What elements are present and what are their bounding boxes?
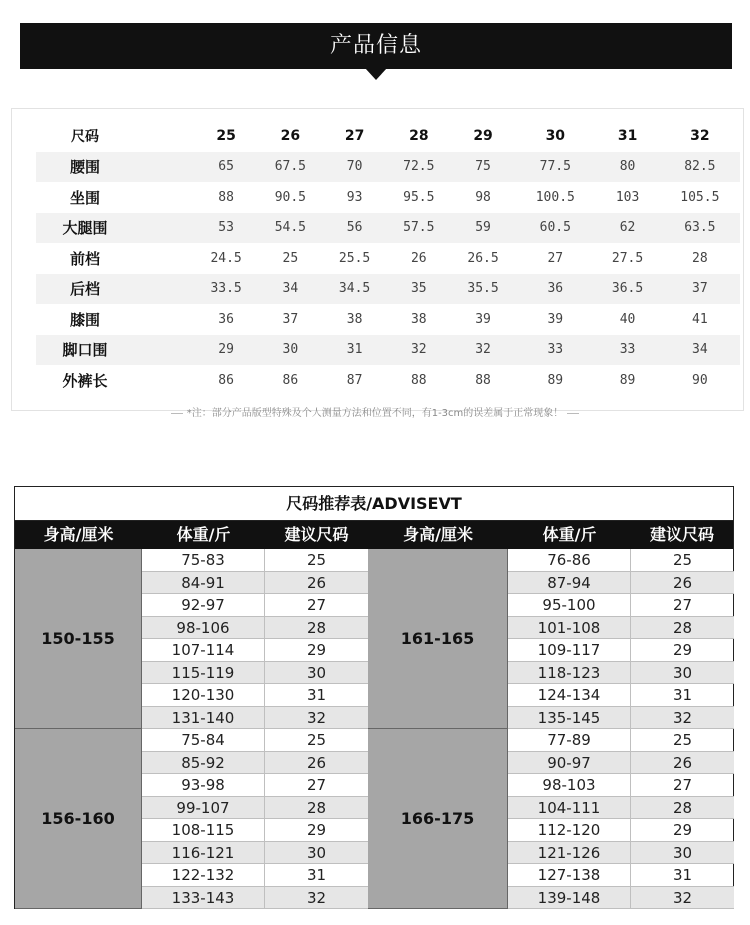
recommendation-row bbox=[142, 774, 368, 797]
suggested-size-cell: 31 bbox=[265, 864, 368, 887]
weight-range-cell: 104-111 bbox=[508, 797, 631, 820]
recommendation-row bbox=[508, 639, 734, 662]
recommendation-row bbox=[508, 774, 734, 797]
measurement-value: 88 bbox=[475, 372, 491, 388]
header-size-right: 建议尺码 bbox=[649, 525, 714, 544]
recommendation-row bbox=[142, 752, 368, 775]
banner-title: 产品信息 bbox=[329, 33, 422, 58]
measurement-value: 34.5 bbox=[322, 274, 386, 305]
measurement-note bbox=[0, 404, 750, 419]
recommendation-row bbox=[508, 797, 734, 820]
section-banner bbox=[20, 23, 732, 69]
weight-range-cell: 87-94 bbox=[508, 572, 631, 595]
weight-range-cell: 139-148 bbox=[508, 887, 631, 910]
measurement-value: 41 bbox=[692, 311, 708, 327]
suggested-size-cell: 30 bbox=[631, 842, 734, 865]
size-header-cell: 26 bbox=[280, 128, 301, 145]
suggested-size-cell: 29 bbox=[631, 639, 734, 662]
recommendation-row bbox=[508, 617, 734, 640]
header-height-left: 身高/厘米 bbox=[43, 525, 114, 544]
measurement-value: 37 bbox=[282, 311, 299, 327]
size-header-row bbox=[36, 121, 740, 152]
measurement-value: 33 bbox=[515, 335, 595, 366]
measurement-row bbox=[36, 243, 740, 274]
measurement-value: 34 bbox=[258, 274, 322, 305]
measurement-value: 31 bbox=[322, 335, 386, 366]
recommendation-row bbox=[142, 639, 368, 662]
measurement-value: 36 bbox=[218, 311, 234, 327]
measurement-label: 脚口围 bbox=[36, 335, 194, 366]
suggested-size-cell: 31 bbox=[631, 684, 734, 707]
weight-range-cell: 92-97 bbox=[142, 594, 265, 617]
measurement-value: 35.5 bbox=[451, 274, 515, 305]
note-text: *注：部分产品版型特殊及个人测量方法和位置不同，有1-3cm的误差属于正常现象！ bbox=[186, 408, 564, 419]
measurement-value: 70 bbox=[322, 152, 386, 183]
suggested-size-cell: 26 bbox=[631, 752, 734, 775]
suggested-size-cell: 26 bbox=[631, 572, 734, 595]
measurement-value: 60.5 bbox=[515, 213, 595, 244]
header-weight-right: 体重/斤 bbox=[542, 525, 597, 544]
measurement-row bbox=[36, 365, 740, 396]
recommendation-header-row bbox=[15, 521, 733, 549]
suggested-size-cell: 27 bbox=[265, 774, 368, 797]
header-size-left: 建议尺码 bbox=[284, 525, 349, 544]
weight-range-cell: 101-108 bbox=[508, 617, 631, 640]
measurement-value: 89 bbox=[547, 372, 564, 388]
recommendation-row bbox=[508, 752, 734, 775]
measurement-value: 32 bbox=[387, 335, 451, 366]
height-range-cell: 161-165 bbox=[368, 549, 508, 729]
recommendation-row bbox=[508, 662, 734, 685]
suggested-size-cell: 29 bbox=[265, 639, 368, 662]
weight-range-cell: 98-106 bbox=[142, 617, 265, 640]
weight-range-cell: 121-126 bbox=[508, 842, 631, 865]
measurement-label: 腰围 bbox=[36, 152, 194, 183]
suggested-size-cell: 26 bbox=[265, 752, 368, 775]
measurement-value: 36.5 bbox=[595, 274, 659, 305]
measurement-value: 72.5 bbox=[387, 152, 451, 183]
suggested-size-cell: 28 bbox=[631, 797, 734, 820]
measurement-value: 65 bbox=[194, 152, 258, 183]
suggested-size-cell: 27 bbox=[631, 594, 734, 617]
weight-range-cell: 85-92 bbox=[142, 752, 265, 775]
measurement-value: 25.5 bbox=[338, 250, 371, 266]
measurement-value: 37 bbox=[660, 274, 740, 305]
suggested-size-cell: 31 bbox=[265, 684, 368, 707]
measurement-value: 59 bbox=[451, 213, 515, 244]
suggested-size-cell: 28 bbox=[265, 617, 368, 640]
weight-range-cell: 90-97 bbox=[508, 752, 631, 775]
measurement-value: 86 bbox=[218, 372, 234, 388]
measurement-value: 63.5 bbox=[660, 213, 740, 244]
recommendation-row bbox=[508, 594, 734, 617]
measurement-value: 89 bbox=[619, 372, 636, 388]
measurement-label: 前档 bbox=[69, 249, 100, 268]
measurement-label: 大腿围 bbox=[36, 213, 194, 244]
recommendation-row bbox=[142, 707, 368, 730]
measurement-value: 75 bbox=[451, 152, 515, 183]
measurement-value: 24.5 bbox=[210, 250, 242, 266]
measurement-value: 93 bbox=[346, 189, 363, 205]
header-height-right: 身高/厘米 bbox=[403, 525, 473, 544]
measurement-value: 62 bbox=[595, 213, 659, 244]
suggested-size-cell: 25 bbox=[631, 549, 734, 572]
weight-range-cell: 77-89 bbox=[508, 729, 631, 752]
recommendation-row bbox=[142, 842, 368, 865]
measurement-value: 34 bbox=[660, 335, 740, 366]
measurement-value: 77.5 bbox=[515, 152, 595, 183]
size-info-panel bbox=[11, 108, 744, 411]
suggested-size-cell: 28 bbox=[631, 617, 734, 640]
measurement-row bbox=[36, 213, 740, 244]
weight-range-cell: 75-84 bbox=[142, 729, 265, 752]
suggested-size-cell: 32 bbox=[265, 887, 368, 910]
recommendation-row bbox=[142, 797, 368, 820]
header-weight-left: 体重/斤 bbox=[176, 525, 231, 544]
measurement-value: 86 bbox=[282, 372, 299, 388]
measurement-value: 100.5 bbox=[535, 189, 575, 205]
measurement-value: 57.5 bbox=[387, 213, 451, 244]
weight-range-cell: 98-103 bbox=[508, 774, 631, 797]
size-header-cell: 25 bbox=[216, 128, 236, 145]
recommendation-row bbox=[142, 819, 368, 842]
measurement-value: 29 bbox=[194, 335, 258, 366]
weight-range-cell: 99-107 bbox=[142, 797, 265, 820]
measurement-row bbox=[36, 274, 740, 305]
measurement-label: 后档 bbox=[36, 274, 194, 305]
measurement-value: 103 bbox=[615, 189, 640, 205]
suggested-size-cell: 26 bbox=[265, 572, 368, 595]
suggested-size-cell: 30 bbox=[265, 662, 368, 685]
measurement-value: 39 bbox=[475, 311, 491, 327]
weight-range-cell: 112-120 bbox=[508, 819, 631, 842]
measurement-label: 膝围 bbox=[69, 310, 100, 329]
suggested-size-cell: 31 bbox=[631, 864, 734, 887]
note-rule-left bbox=[171, 413, 183, 414]
recommendation-title: 尺码推荐表/ADVISEVT bbox=[15, 487, 733, 521]
measurement-value: 88 bbox=[410, 372, 427, 388]
weight-range-cell: 84-91 bbox=[142, 572, 265, 595]
recommendation-row bbox=[142, 887, 368, 910]
weight-range-cell: 127-138 bbox=[508, 864, 631, 887]
measurement-value: 98 bbox=[475, 189, 491, 205]
suggested-size-cell: 25 bbox=[631, 729, 734, 752]
suggested-size-cell: 27 bbox=[265, 594, 368, 617]
height-range-cell: 156-160 bbox=[15, 729, 142, 909]
measurement-value: 26.5 bbox=[467, 250, 499, 266]
measurement-value: 38 bbox=[346, 311, 363, 327]
measurement-value: 27.5 bbox=[611, 250, 644, 266]
measurement-value: 105.5 bbox=[680, 189, 720, 205]
suggested-size-cell: 25 bbox=[265, 549, 368, 572]
recommendation-row bbox=[142, 617, 368, 640]
measurement-value: 67.5 bbox=[258, 152, 322, 183]
weight-range-cell: 107-114 bbox=[142, 639, 265, 662]
height-range-cell: 166-175 bbox=[368, 729, 508, 909]
measurement-value: 90 bbox=[692, 372, 708, 388]
size-header-cell: 30 bbox=[545, 128, 566, 145]
measurement-value: 36 bbox=[515, 274, 595, 305]
weight-range-cell: 124-134 bbox=[508, 684, 631, 707]
size-header-cell: 32 bbox=[690, 128, 710, 145]
weight-range-cell: 95-100 bbox=[508, 594, 631, 617]
recommendation-row bbox=[508, 864, 734, 887]
recommendation-row bbox=[508, 707, 734, 730]
recommendation-row bbox=[142, 572, 368, 595]
weight-range-cell: 131-140 bbox=[142, 707, 265, 730]
size-header-cell: 28 bbox=[409, 128, 429, 145]
measurement-row bbox=[36, 182, 740, 213]
size-measurement-table bbox=[36, 121, 740, 396]
recommendation-row bbox=[508, 549, 734, 572]
measurement-value: 87 bbox=[346, 372, 363, 388]
suggested-size-cell: 29 bbox=[631, 819, 734, 842]
size-header-cell: 27 bbox=[344, 128, 365, 145]
recommendation-row bbox=[508, 684, 734, 707]
suggested-size-cell: 28 bbox=[265, 797, 368, 820]
recommendation-row bbox=[142, 684, 368, 707]
suggested-size-cell: 32 bbox=[631, 887, 734, 910]
measurement-value: 30 bbox=[258, 335, 322, 366]
measurement-value: 40 bbox=[619, 311, 636, 327]
measurement-value: 33.5 bbox=[194, 274, 258, 305]
recommendation-row bbox=[508, 842, 734, 865]
size-recommendation-table bbox=[14, 486, 734, 909]
weight-range-cell: 133-143 bbox=[142, 887, 265, 910]
recommendation-row bbox=[142, 662, 368, 685]
note-rule-right bbox=[567, 413, 579, 414]
measurement-value: 56 bbox=[322, 213, 386, 244]
weight-range-cell: 93-98 bbox=[142, 774, 265, 797]
measurement-value: 88 bbox=[218, 189, 234, 205]
weight-range-cell: 76-86 bbox=[508, 549, 631, 572]
measurement-value: 28 bbox=[692, 250, 708, 266]
measurement-label: 坐围 bbox=[69, 188, 100, 207]
measurement-value: 90.5 bbox=[274, 189, 306, 205]
measurement-value: 54.5 bbox=[258, 213, 322, 244]
recommendation-row bbox=[142, 594, 368, 617]
measurement-value: 82.5 bbox=[660, 152, 740, 183]
weight-range-cell: 115-119 bbox=[142, 662, 265, 685]
recommendation-row bbox=[142, 864, 368, 887]
size-header-cell: 29 bbox=[473, 128, 493, 145]
suggested-size-cell: 30 bbox=[631, 662, 734, 685]
suggested-size-cell: 27 bbox=[631, 774, 734, 797]
measurement-value: 35 bbox=[387, 274, 451, 305]
recommendation-row bbox=[508, 729, 734, 752]
measurement-value: 80 bbox=[595, 152, 659, 183]
weight-range-cell: 122-132 bbox=[142, 864, 265, 887]
suggested-size-cell: 30 bbox=[265, 842, 368, 865]
banner-arrow-icon bbox=[365, 68, 387, 80]
recommendation-row bbox=[508, 572, 734, 595]
measurement-value: 95.5 bbox=[403, 189, 435, 205]
measurement-value: 33 bbox=[595, 335, 659, 366]
measurement-value: 32 bbox=[451, 335, 515, 366]
measurement-label: 外裤长 bbox=[62, 371, 108, 390]
measurement-row bbox=[36, 152, 740, 183]
weight-range-cell: 120-130 bbox=[142, 684, 265, 707]
measurement-value: 26 bbox=[410, 250, 427, 266]
measurement-value: 53 bbox=[194, 213, 258, 244]
recommendation-row bbox=[508, 819, 734, 842]
suggested-size-cell: 29 bbox=[265, 819, 368, 842]
suggested-size-cell: 25 bbox=[265, 729, 368, 752]
measurement-row bbox=[36, 304, 740, 335]
weight-range-cell: 118-123 bbox=[508, 662, 631, 685]
recommendation-row bbox=[142, 549, 368, 572]
measurement-value: 25 bbox=[282, 250, 299, 266]
size-header-label: 尺码 bbox=[71, 129, 99, 146]
suggested-size-cell: 32 bbox=[265, 707, 368, 730]
size-header-cell: 31 bbox=[617, 128, 638, 145]
measurement-value: 39 bbox=[547, 311, 564, 327]
measurement-value: 38 bbox=[410, 311, 427, 327]
weight-range-cell: 135-145 bbox=[508, 707, 631, 730]
recommendation-row bbox=[508, 887, 734, 910]
weight-range-cell: 108-115 bbox=[142, 819, 265, 842]
measurement-row bbox=[36, 335, 740, 366]
measurement-value: 27 bbox=[547, 250, 564, 266]
weight-range-cell: 116-121 bbox=[142, 842, 265, 865]
weight-range-cell: 109-117 bbox=[508, 639, 631, 662]
weight-range-cell: 75-83 bbox=[142, 549, 265, 572]
suggested-size-cell: 32 bbox=[631, 707, 734, 730]
recommendation-row bbox=[142, 729, 368, 752]
height-range-cell: 150-155 bbox=[15, 549, 142, 729]
